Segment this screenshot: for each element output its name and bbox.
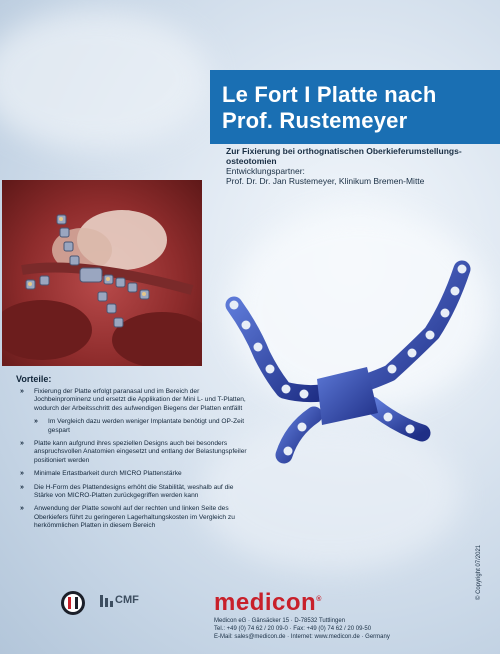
list-item: » Die H-Form des Plattendesigns erhöht die Stabilität, weshalb auf die Stärke von MICRO-Platten zurückgegriffen werden kann: [20, 483, 234, 500]
address-line: Medicon eG · Gänsäcker 15 · D-78532 Tuttlingen: [214, 618, 346, 624]
surgical-photo-icon: [2, 180, 202, 366]
medicon-seal-logo-icon: [60, 590, 86, 616]
arrow-icon: »: [20, 388, 24, 395]
subtitle-partner-label: Entwicklungspartner:: [226, 166, 305, 176]
contact-line: Tel.: +49 (0) 74 62 / 20 09-0 · Fax: +49 (0) 74 62 / 20 09-50: [214, 626, 372, 632]
address-block: [214, 617, 390, 641]
vorteile-list: [20, 388, 248, 536]
arrow-icon: »: [34, 418, 38, 426]
arrow-icon: »: [20, 505, 24, 513]
title-box: [210, 70, 500, 144]
subtitle-purpose: Zur Fixierung bei orthognatischen Oberkieferumstellungs-osteotomien: [226, 146, 462, 166]
h-plate-implant-icon: [222, 255, 478, 485]
vorteile-title: Vorteile:: [16, 374, 52, 384]
brand-logo: medicon®: [214, 589, 322, 616]
list-item: » Anwendung der Platte sowohl auf der rechten und linken Seite des Oberkiefers führt zu geringeren Lagerhaltungskosten im Vergleich zu herkömmlichen Platten in diesem Bereich: [20, 505, 235, 530]
title-line-1: Le Fort I Platte nach: [222, 82, 437, 107]
list-item: » Fixierung der Platte erfolgt paranasal und im Bereich der Jochbeinprominenz und ersetzt die Applikation der Mini L- und T-Platten, wodurch der Arbeitsschritt des aufwendigen Biegens der Platten entfällt: [20, 388, 246, 412]
arrow-icon: »: [20, 470, 24, 478]
subtitle: [226, 146, 494, 186]
surgical-photo: [2, 180, 202, 366]
arrow-icon: »: [20, 483, 24, 491]
list-item: » Platte kann aufgrund ihres speziellen Designs auch bei besonders anspruchsvollen Anatomien eingesetzt und entlang der Belastungspfeiler positioniert werden: [20, 440, 247, 464]
title-line-2: Prof. Rustemeyer: [222, 108, 408, 133]
web-line: E-Mail: sales@medicon.de · Internet: www.medicon.de · Germany: [214, 634, 390, 640]
list-item: » Minimale Ertastbarkeit durch MICRO Plattenstärke: [20, 470, 182, 478]
list-item: » Im Vergleich dazu werden weniger Implantate benötigt und OP-Zeit gespart: [34, 418, 245, 434]
copyright: © Copyright 07/2021: [476, 544, 482, 600]
cmf-label: CMF: [115, 594, 139, 606]
cmf-bars-logo-icon: [100, 595, 114, 607]
subtitle-partner: Prof. Dr. Dr. Jan Rustemeyer, Klinikum Bremen-Mitte: [226, 176, 425, 186]
background-haze: [0, 10, 210, 150]
arrow-icon: »: [20, 440, 24, 448]
